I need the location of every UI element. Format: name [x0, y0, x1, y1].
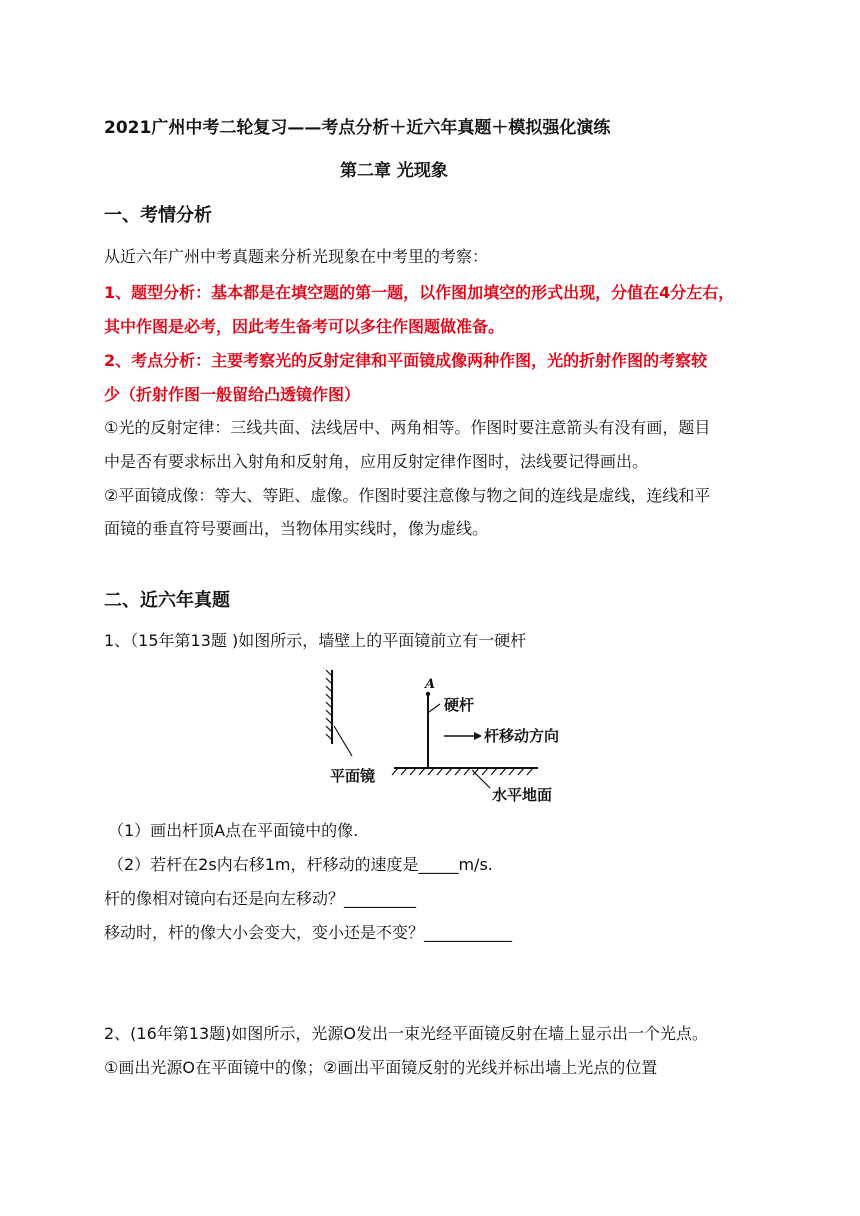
chapter-title: 第二章 光现象 [340, 161, 448, 181]
question-type-analysis-line1: 1、题型分析：基本都是在填空题的第一题，以作图加填空的形式出现，分值在4分左右， [104, 283, 735, 302]
question2-line1: 2、(16年第13题)如图所示，光源O发出一束光经平面镜反射在墙上显示出一个光点。 [104, 1024, 708, 1043]
question-type-analysis-line2: 其中作图是必考，因此考生备考可以多往作图题做准备。 [104, 317, 505, 336]
direction-label: 杆移动方向 [484, 727, 560, 745]
question1-part1: （1）画出杆顶A点在平面镜中的像. [108, 821, 359, 840]
mirror-leader-line [334, 726, 352, 756]
question1-figure [322, 664, 570, 808]
section1-intro: 从近六年广州中考真题来分析光现象在中考里的考察： [104, 247, 489, 266]
document-title: 2021广州中考二轮复习——考点分析＋近六年真题＋模拟强化演练 [104, 118, 611, 138]
plane-mirror-line2: 面镜的垂直符号要画出，当物体用实线时，像为虚线。 [104, 519, 489, 538]
plane-mirror-line1: ②平面镜成像：等大、等距、虚像。作图时要注意像与物之间的连线是虚线，连线和平 [104, 486, 711, 505]
question1-part2: （2）若杆在2s内右移1m，杆移动的速度是_____m/s. [108, 855, 493, 874]
section1-heading: 一、考情分析 [104, 205, 212, 226]
exam-point-analysis-line2: 少（折射作图一般留给凸透镜作图） [104, 385, 361, 404]
section2-heading: 二、近六年真题 [104, 590, 230, 611]
mirror-rod-diagram [322, 664, 570, 808]
point-A-dot [426, 692, 430, 696]
question2-line2: ①画出光源O在平面镜中的像；②画出平面镜反射的光线并标出墙上光点的位置 [104, 1058, 658, 1077]
point-A-label: A [425, 677, 436, 692]
rod-leader-line [429, 704, 440, 712]
reflection-law-line2: 中是否有要求标出入射角和反射角，应用反射定律作图时，法线要记得画出。 [104, 452, 649, 471]
ground-leader-line [472, 770, 490, 788]
question1-stem: 1、（15年第13题 )如图所示，墙壁上的平面镜前立有一硬杆 [104, 631, 527, 650]
mirror-label: 平面镜 [330, 767, 376, 785]
reflection-law-line1: ①光的反射定律：三线共面、法线居中、两角相等。作图时要注意箭头有没有画，题目 [104, 418, 711, 437]
question1-part3: 杆的像相对镜向右还是向左移动？_________ [104, 889, 417, 908]
ground-hatching [392, 768, 533, 775]
exam-point-analysis-line1: 2、考点分析：主要考察光的反射定律和平面镜成像两种作图，光的折射作图的考察较 [104, 351, 708, 370]
question1-part4: 移动时，杆的像大小会变大，变小还是不变？___________ [104, 923, 513, 942]
ground-label: 水平地面 [492, 786, 553, 804]
direction-arrow-head [474, 732, 482, 740]
rod-label: 硬杆 [444, 696, 475, 714]
